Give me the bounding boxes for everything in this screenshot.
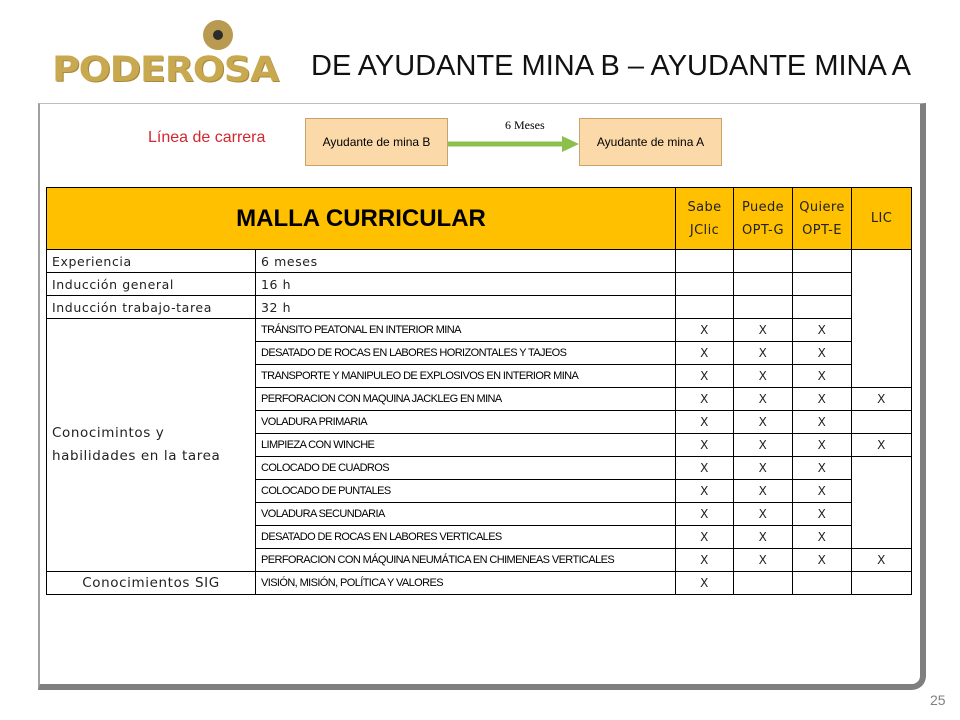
mark-sabe [676,273,734,296]
mark-sabe: X [676,388,734,411]
mark-quiere: X [793,388,852,411]
mark-lic [852,457,912,549]
mark-puede [734,296,793,319]
row-label: Experiencia [47,250,256,273]
mark-quiere: X [793,549,852,572]
mark-sabe [676,250,734,273]
skill-name: TRÁNSITO PEATONAL EN INTERIOR MINA [256,319,676,342]
page-number: 25 [930,692,946,708]
skill-name: COLOCADO DE PUNTALES [256,480,676,503]
mark-quiere [793,296,852,319]
mark-sabe [676,296,734,319]
mark-puede: X [734,457,793,480]
column-header-quiere: Quiere OPT-E [793,188,852,250]
mark-sabe: X [676,549,734,572]
column-header-sabe: Sabe JClic [676,188,734,250]
mark-sabe: X [676,434,734,457]
mark-sabe: X [676,572,734,595]
mark-puede: X [734,526,793,549]
mark-sabe: X [676,365,734,388]
table-row [47,572,912,595]
mark-lic [852,572,912,595]
mark-lic [852,250,912,388]
mark-puede: X [734,411,793,434]
table-row [47,296,912,319]
mark-puede: X [734,342,793,365]
skill-name: LIMPIEZA CON WINCHE [256,434,676,457]
mark-puede [734,572,793,595]
logo: PODEROSA [52,50,279,90]
mark-sabe: X [676,411,734,434]
mark-lic: X [852,549,912,572]
mark-quiere: X [793,480,852,503]
mark-puede: X [734,480,793,503]
mark-puede: X [734,549,793,572]
mark-puede [734,273,793,296]
skill-name: PERFORACION CON MÁQUINA NEUMÁTICA EN CHIMENEAS VERTICALES [256,549,676,572]
sig-label: Conocimientos SIG [47,572,256,595]
mark-quiere: X [793,526,852,549]
mark-lic: X [852,388,912,411]
skills-group-label: Conocimintos y habilidades en la tarea [47,319,256,572]
mark-quiere: X [793,457,852,480]
position-box-from: Ayudante de mina B [305,118,448,166]
mark-quiere: X [793,503,852,526]
mark-sabe: X [676,342,734,365]
table-header-row [47,188,912,250]
row-label: Inducción trabajo-tarea [47,296,256,319]
skill-name: PERFORACION CON MAQUINA JACKLEG EN MINA [256,388,676,411]
row-value: 32 h [256,296,676,319]
mark-sabe: X [676,503,734,526]
row-value: 6 meses [256,250,676,273]
row-value: 16 h [256,273,676,296]
column-header-puede: Puede OPT-G [734,188,793,250]
arrow-right-icon [448,134,579,154]
mark-quiere: X [793,434,852,457]
table-row [47,273,912,296]
mark-puede: X [734,503,793,526]
mark-puede: X [734,388,793,411]
mark-quiere [793,250,852,273]
mark-quiere: X [793,319,852,342]
career-line-label: Línea de carrera [148,129,266,146]
logo-mark-icon [203,20,233,50]
mark-puede: X [734,319,793,342]
table-row [47,319,912,342]
mark-puede [734,250,793,273]
skill-name: DESATADO DE ROCAS EN LABORES VERTICALES [256,526,676,549]
row-label: Inducción general [47,273,256,296]
skill-name: VOLADURA SECUNDARIA [256,503,676,526]
skill-name: VISIÓN, MISIÓN, POLÍTICA Y VALORES [256,572,676,595]
mark-quiere [793,273,852,296]
mark-quiere: X [793,411,852,434]
position-box-to: Ayudante de mina A [579,118,722,166]
curriculum-table [46,187,912,595]
skill-name: DESATADO DE ROCAS EN LABORES HORIZONTALES Y TAJEOS [256,342,676,365]
table-row [47,250,912,273]
mark-puede: X [734,434,793,457]
column-header-lic: LIC [852,188,912,250]
skill-name: TRANSPORTE Y MANIPULEO DE EXPLOSIVOS EN INTERIOR MINA [256,365,676,388]
mark-lic: X [852,434,912,457]
mark-lic [852,411,912,434]
mark-quiere: X [793,365,852,388]
mark-quiere: X [793,342,852,365]
mark-sabe: X [676,480,734,503]
duration-label: 6 Meses [505,118,545,132]
page-title: DE AYUDANTE MINA B – AYUDANTE MINA A [311,50,912,82]
skill-name: COLOCADO DE CUADROS [256,457,676,480]
skill-name: VOLADURA PRIMARIA [256,411,676,434]
mark-sabe: X [676,457,734,480]
table-title: MALLA CURRICULAR [47,188,676,250]
mark-sabe: X [676,526,734,549]
mark-sabe: X [676,319,734,342]
mark-puede: X [734,365,793,388]
mark-quiere [793,572,852,595]
